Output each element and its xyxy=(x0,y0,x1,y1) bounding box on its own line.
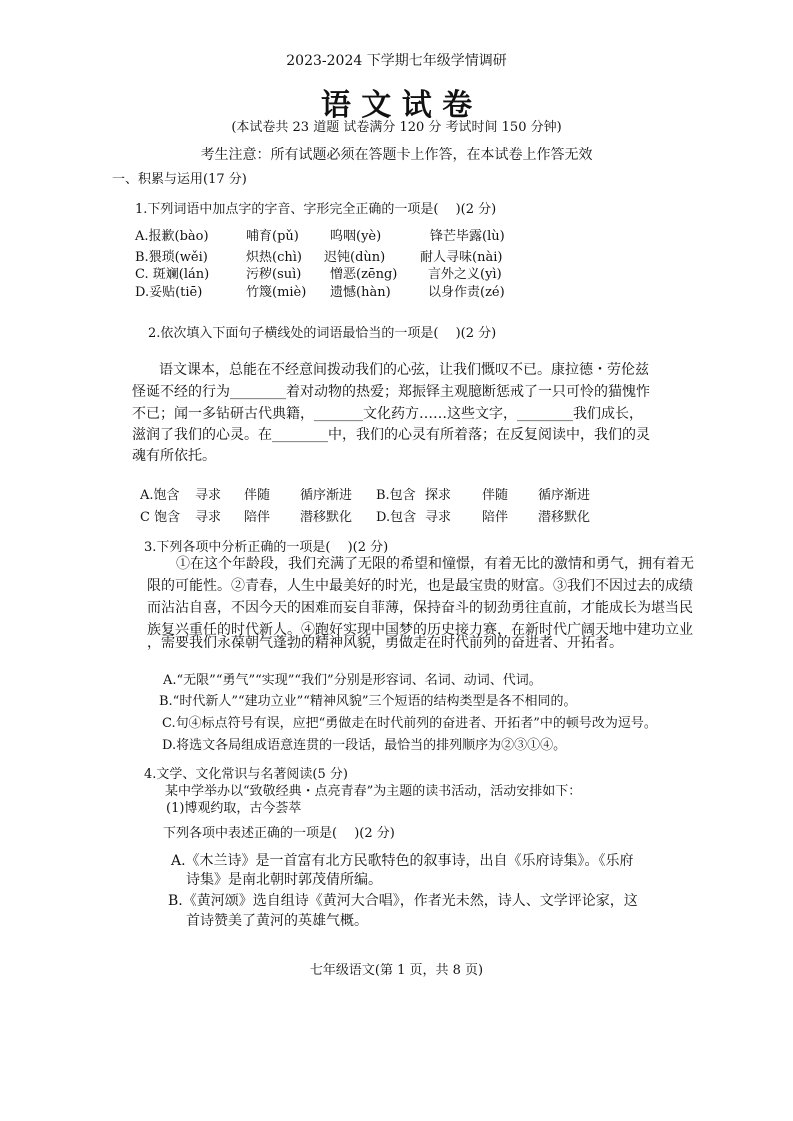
q1-option-a-3: 呜咽(yè) xyxy=(330,229,382,244)
q2-option-d-word: 寻求 xyxy=(425,510,452,525)
q2-option-c-word: 潜移默化 xyxy=(300,510,353,525)
q3-option-b: B.“时代新人”“建功立业”“精神风貌”三个短语的结构类型是各不相同的。 xyxy=(159,694,577,709)
question-4-subsection: (1)博观约取，古今荟萃 xyxy=(166,801,302,816)
section-title: 一、积累与运用(17 分) xyxy=(112,172,247,187)
q2-option-d: D.包含 xyxy=(376,510,417,525)
q1-option-c-2: 污秽(suì) xyxy=(246,267,302,282)
question-4-intro: 某中学举办以“致敬经典・点亮青春”为主题的读书活动，活动安排如下： xyxy=(165,784,582,799)
q4-option-a-line1: A.《木兰诗》是一首富有北方民歌特色的叙事诗，出自《乐府诗集》。《乐府 xyxy=(171,853,634,869)
q4-option-a-line2: 诗集》是南北朝时郭茂倩所编。 xyxy=(186,872,382,888)
q2-option-c-word: 寻求 xyxy=(195,510,222,525)
q2-option-a-word: 循序渐进 xyxy=(300,488,353,503)
passage-line: 族复兴重任的时代新人。④跑好实现中国梦的历史接力赛，在新时代广阔天地中建功立业 xyxy=(147,622,693,638)
question-2-stem: 2.依次填入下面句子横线处的词语最恰当的一项是( )(2 分) xyxy=(148,326,497,341)
q3-option-a: A.“无限”“勇气”“实现”“我们”分别是形容词、名词、动词、代词。 xyxy=(163,673,542,688)
q1-option-c-1: C. 斑斓(lán) xyxy=(135,267,210,282)
q2-option-d-word: 陪伴 xyxy=(482,510,509,525)
q2-option-a: A.饱含 xyxy=(140,488,180,503)
q1-option-d-4: 以身作责(zé) xyxy=(428,285,505,300)
passage-line: 怪诞不经的行为________着对动物的热爱；郑振铎主观臆断惩戒了一只可怜的猫愧怍 xyxy=(132,384,650,400)
q2-option-c-word: 陪伴 xyxy=(244,510,271,525)
q1-option-b-3: 迟钝(dùn) xyxy=(324,250,386,265)
page-footer: 七年级语文(第 1 页，共 8 页) xyxy=(309,963,484,978)
q2-option-d-word: 潜移默化 xyxy=(538,510,591,525)
q2-option-b: B.包含 xyxy=(376,488,416,503)
passage-line: 限的可能性。②青春，人生中最美好的时光，也是最宝贵的财富。③我们不因过去的成绩 xyxy=(147,578,693,594)
q4-option-b-line2: 首诗赞美了黄河的英雄气概。 xyxy=(186,913,368,929)
q3-option-d: D.将选文各局组成语意连贯的一段话，最恰当的排列顺序为②③①④。 xyxy=(162,738,567,753)
question-4-sub-stem: 下列各项中表述正确的一项是( )(2 分) xyxy=(163,826,395,841)
passage-line: 不已；闻一多钻研古代典籍，_______文化药方……这些文字，________我们成长， xyxy=(132,406,643,422)
question-1-stem: 1.下列词语中加点字的字音、字形完全正确的一项是( )(2 分) xyxy=(135,202,497,217)
q1-option-d-2: 竹篾(miè) xyxy=(246,285,307,300)
exam-subtitle: 2023-2024 下学期七年级学情调研 xyxy=(286,53,507,69)
question-4-stem: 4.文学、文化常识与名著阅读(5 分) xyxy=(144,767,348,782)
page-title: 语 文 试 卷 xyxy=(320,88,473,123)
q2-option-c: C 饱含 xyxy=(140,510,181,525)
q2-option-b-word: 循序渐进 xyxy=(538,488,591,503)
passage-line: 魂有所依托。 xyxy=(132,448,216,464)
q1-option-b-1: B.猥琐(wěi) xyxy=(135,250,208,265)
q1-option-a-2: 哺育(pǔ) xyxy=(246,229,299,244)
q1-option-c-4: 言外之义(yì) xyxy=(428,267,502,282)
q1-option-d-3: 遗憾(hàn) xyxy=(330,285,391,300)
q4-option-b-line1: B.《黄河颂》选自组诗《黄河大合唱》，作者光未然，诗人、文学评论家，这 xyxy=(168,893,638,909)
passage-line: ，需要我们永葆朝气蓬勃的精神风貌，勇做走在时代前列的奋进者、开拓者。 xyxy=(147,635,623,651)
q1-option-b-4: 耐人寻味(nài) xyxy=(420,250,503,265)
question-3-stem: 3.下列各项中分析正确的一项是( )(2 分) xyxy=(144,540,389,555)
q1-option-a-4: 锋芒毕露(lù) xyxy=(430,229,505,244)
exam-notice: 考生注意：所有试题必须在答题卡上作答，在本试卷上作答无效 xyxy=(200,147,593,163)
passage-line: 语文课本，总能在不经意间拨动我们的心弦，让我们慨叹不已。康拉德・劳伦兹 xyxy=(159,362,649,378)
q3-option-c: C.句④标点符号有误，应把“勇做走在时代前列的奋进者、开拓者”中的顿号改为逗号。 xyxy=(162,716,657,731)
q1-option-b-2: 炽热(chì) xyxy=(246,250,302,265)
q1-option-a-1: A.报歉(bào) xyxy=(135,229,209,244)
q1-option-c-3: 憎恶(zēng) xyxy=(330,267,398,282)
exam-info: (本试卷共 23 道题 试卷满分 120 分 考试时间 150 分钟) xyxy=(231,120,562,135)
passage-line: 而沾沾自喜，不因今天的困难而妄自菲薄，保持奋斗的韧劲勇往直前，才能成长为堪当民 xyxy=(147,600,693,616)
q2-option-b-word: 探求 xyxy=(425,488,452,503)
q1-option-d-1: D.妥贴(tiē) xyxy=(135,285,203,300)
q2-option-a-word: 伴随 xyxy=(244,488,271,503)
q2-option-b-word: 伴随 xyxy=(482,488,509,503)
passage-line: ①在这个年龄段，我们充满了无限的希望和憧憬，有着无比的激情和勇气，拥有着无 xyxy=(176,556,694,572)
q2-option-a-word: 寻求 xyxy=(195,488,222,503)
passage-line: 滋润了我们的心灵。在________中，我们的心灵有所着落；在反复阅读中，我们的灵 xyxy=(132,427,650,443)
